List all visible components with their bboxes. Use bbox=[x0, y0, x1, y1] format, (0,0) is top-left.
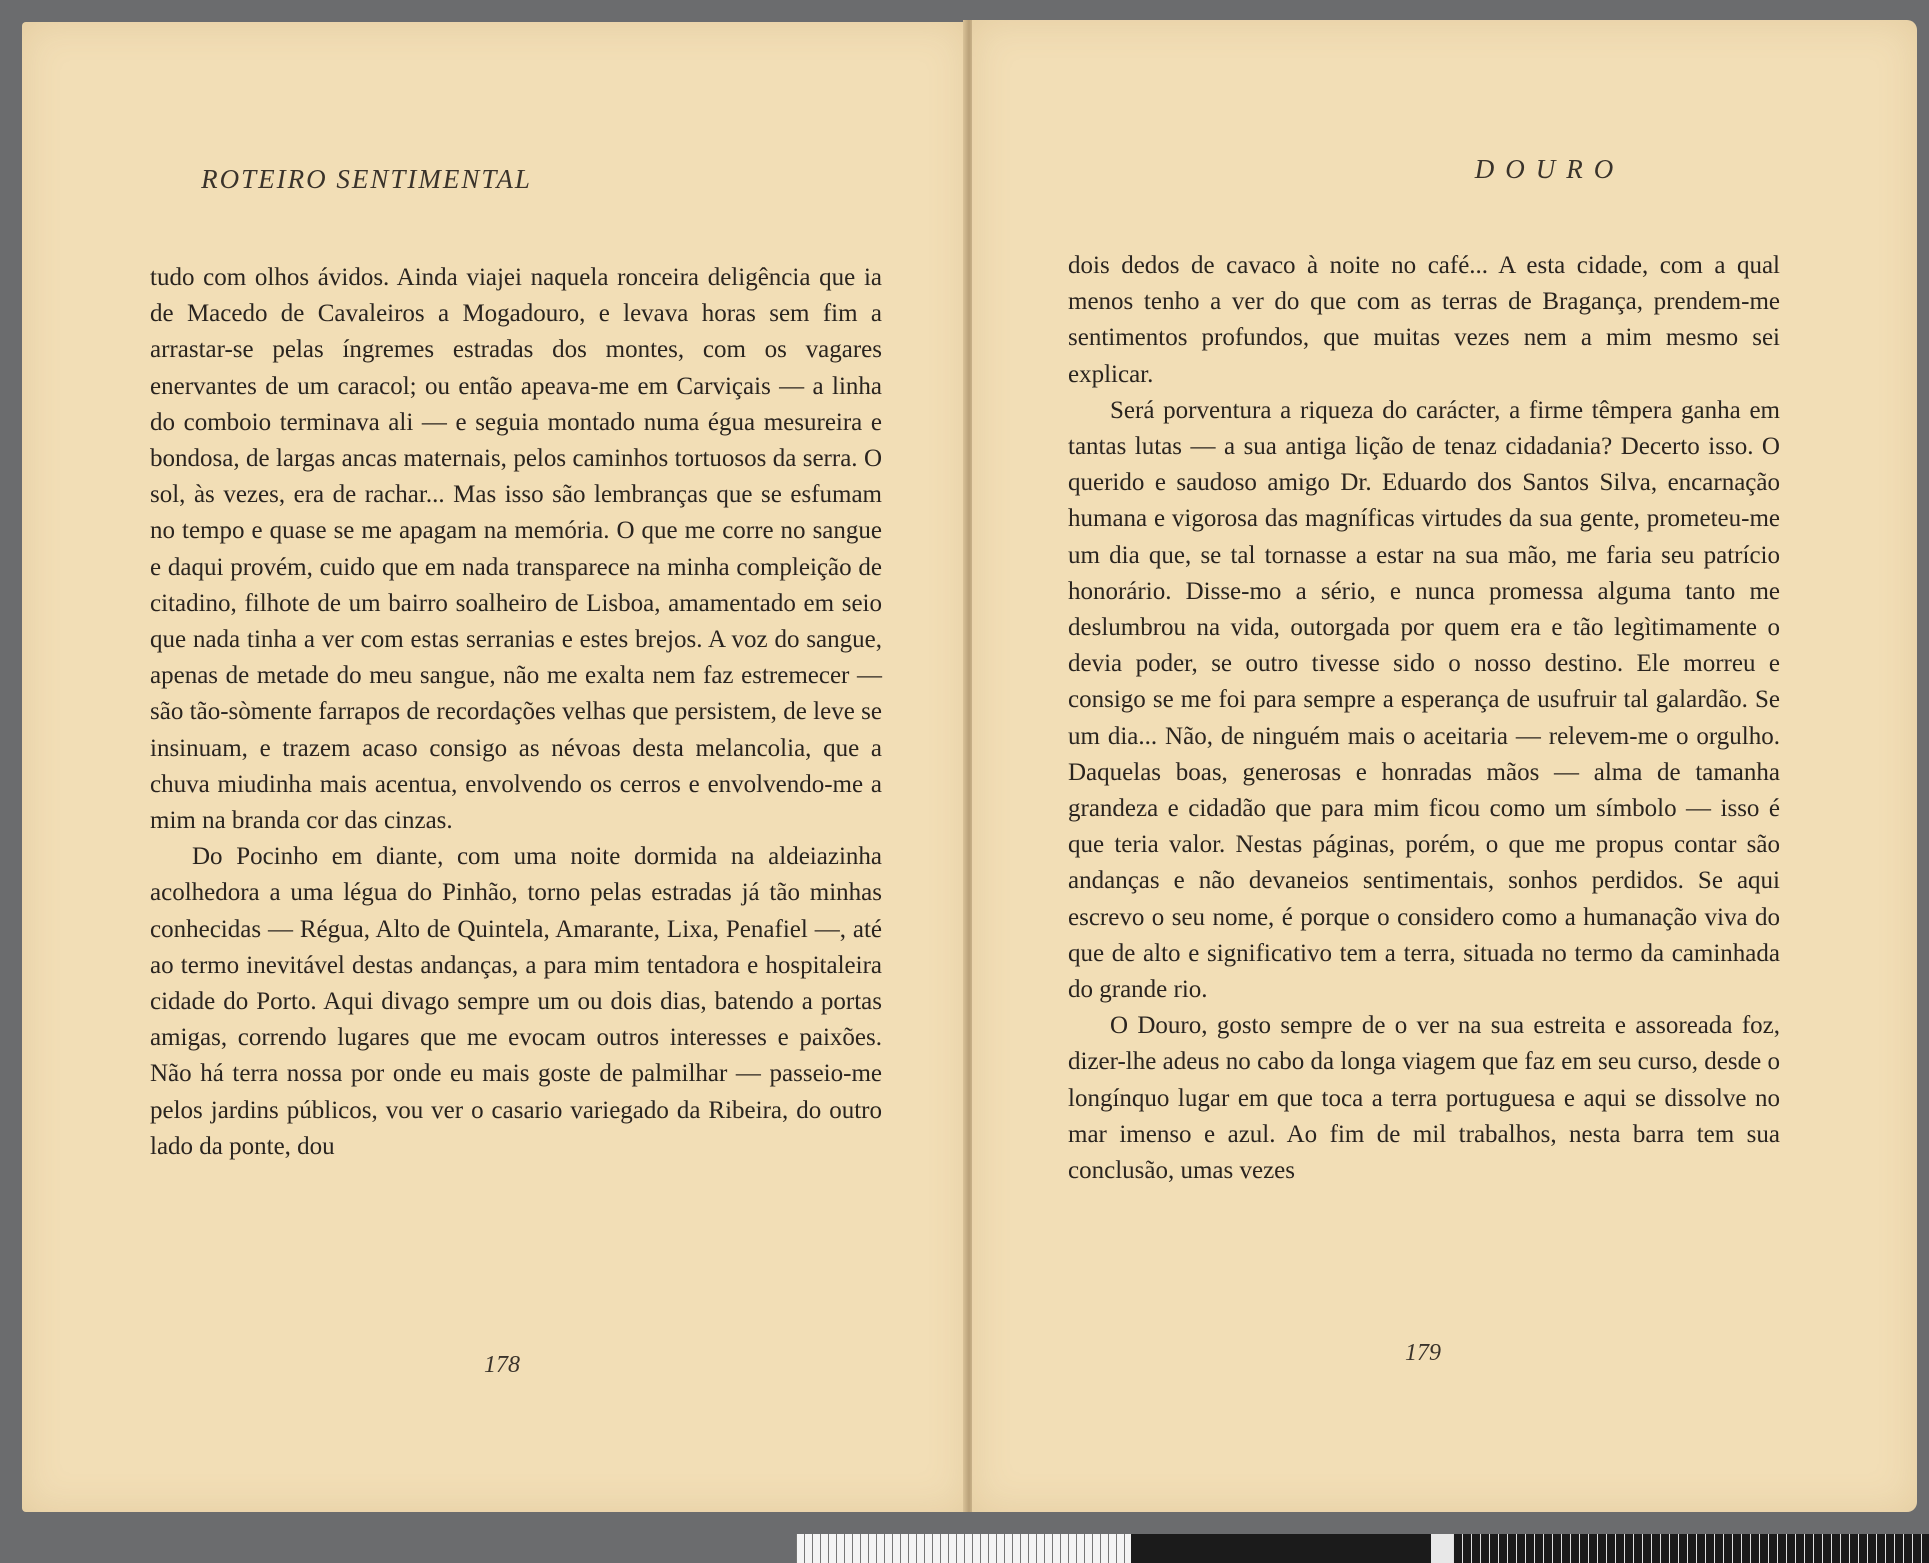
page-number-right: 179 bbox=[1405, 1340, 1441, 1366]
right-page bbox=[972, 20, 1917, 1512]
page-number-left: 178 bbox=[484, 1352, 520, 1378]
left-page-text bbox=[150, 260, 882, 1165]
paragraph: tudo com olhos ávidos. Ainda viajei naquela ronceira deligência que ia de Macedo de Cavaleiros a Mogadouro, e levava horas sem fim a arrastar-se pelas íngremes estradas dos montes, com os vagares enervantes de um caracol; ou então apeava-me em Carviçais — a linha do comboio terminava ali — e seguia montado numa égua mesureira e bondosa, de largas ancas maternais, pelos caminhos tortuosos da serra. O sol, às vezes, era de rachar... Mas isso são lembranças que se esfumam no tempo e quase se me apagam na memória. O que me corre no sangue e daqui provém, cuido que em nada transparece na minha compleição de citadino, filhote de um bairro soalheiro de Lisboa, amamentado em seio que nada tinha a ver com estas serranias e estes brejos. A voz do sangue, apenas de metade do meu sangue, não me exalta nem faz estremecer — são tão-sòmente farrapos de recordações velhas que persistem, de leve se insinuam, e trazem acaso consigo as névoas desta melancolia, que a chuva miudinha mais acentua, envolvendo os cerros e envolvendo-me a mim na branda cor das cinzas. bbox=[150, 264, 882, 835]
paragraph: O Douro, gosto sempre de o ver na sua estreita e assoreada foz, dizer-lhe adeus no cabo da longa viagem que faz em seu curso, desde o longínquo lugar em que toca a terra portuguesa e aqui se dissolve no mar imenso e azul. Ao fim de mil trabalhos, nesta barra tem sua conclusão, umas vezes bbox=[1068, 1012, 1780, 1185]
running-head-left bbox=[22, 164, 967, 195]
right-page-text bbox=[1068, 248, 1780, 1189]
ruler-black-bar bbox=[1131, 1534, 1431, 1563]
running-head-right bbox=[972, 154, 1917, 185]
ruler-ticks bbox=[796, 1534, 1136, 1563]
running-head-left-text: ROTEIRO SENTIMENTAL bbox=[201, 164, 532, 194]
left-page bbox=[22, 22, 967, 1512]
paragraph: Será porventura a riqueza do carácter, a firme têmpera ganha em tantas lutas — a sua antiga lição de tenaz cidadania? Decerto isso. O querido e saudoso amigo Dr. Eduardo dos Santos Silva, encarnação humana e vigorosa das magníficas virtudes da sua gente, prometeu-me um dia que, se tal tornasse a estar na sua mão, me faria seu patrício honorário. Disse-mo a sério, e nunca promessa alguma tanto me deslumbrou na vida, outorgada por quem era e tão legìtimamente o devia poder, se outro tivesse sido o nosso destino. Ele morreu e consigo se me foi para sempre a esperança de usufruir tal galardão. Se um dia... Não, de ninguém mais o aceitaria — relevem-me o orgulho. Daquelas boas, generosas e honradas mãos — alma de tamanha grandeza e cidadão que para mim ficou como um símbolo — isso é que teria valor. Nestas páginas, porém, o que me propus contar são andanças e não devaneios sentimentais, sonhos perdidos. Se aqui escrevo o seu nome, é porque o considero como a humanação viva do que de alto e significativo tem a terra, situada no termo da caminhada do grande rio. bbox=[1068, 396, 1780, 1004]
paragraph: dois dedos de cavaco à noite no café... A esta cidade, com a qual menos tenho a ver do que com as terras de Bragança, prendem-me sentimentos profundos, que muitas vezes nem a mim mesmo sei explicar. bbox=[1068, 252, 1780, 388]
scale-ruler bbox=[796, 1534, 1929, 1563]
paragraph: Do Pocinho em diante, com uma noite dormida na aldeiazinha acolhedora a uma légua do Pinhão, torno pelas estradas já tão minhas conhecidas — Régua, Alto de Quintela, Amarante, Lixa, Penafiel —, até ao termo inevitável destas andanças, a para mim tentadora e hospitaleira cidade do Porto. Aqui divago sempre um ou dois dias, batendo a portas amigas, correndo lugares que me evocam outros interesses e paixões. Não há terra nossa por onde eu mais goste de palmilhar — passeio-me pelos jardins públicos, vou ver o casario variegado da Ribeira, do outro lado da ponte, dou bbox=[150, 843, 882, 1160]
ruler-light-bar bbox=[1431, 1534, 1453, 1563]
ruler-ticks-dark bbox=[1453, 1534, 1929, 1563]
running-head-right-text: DOURO bbox=[1474, 154, 1625, 184]
